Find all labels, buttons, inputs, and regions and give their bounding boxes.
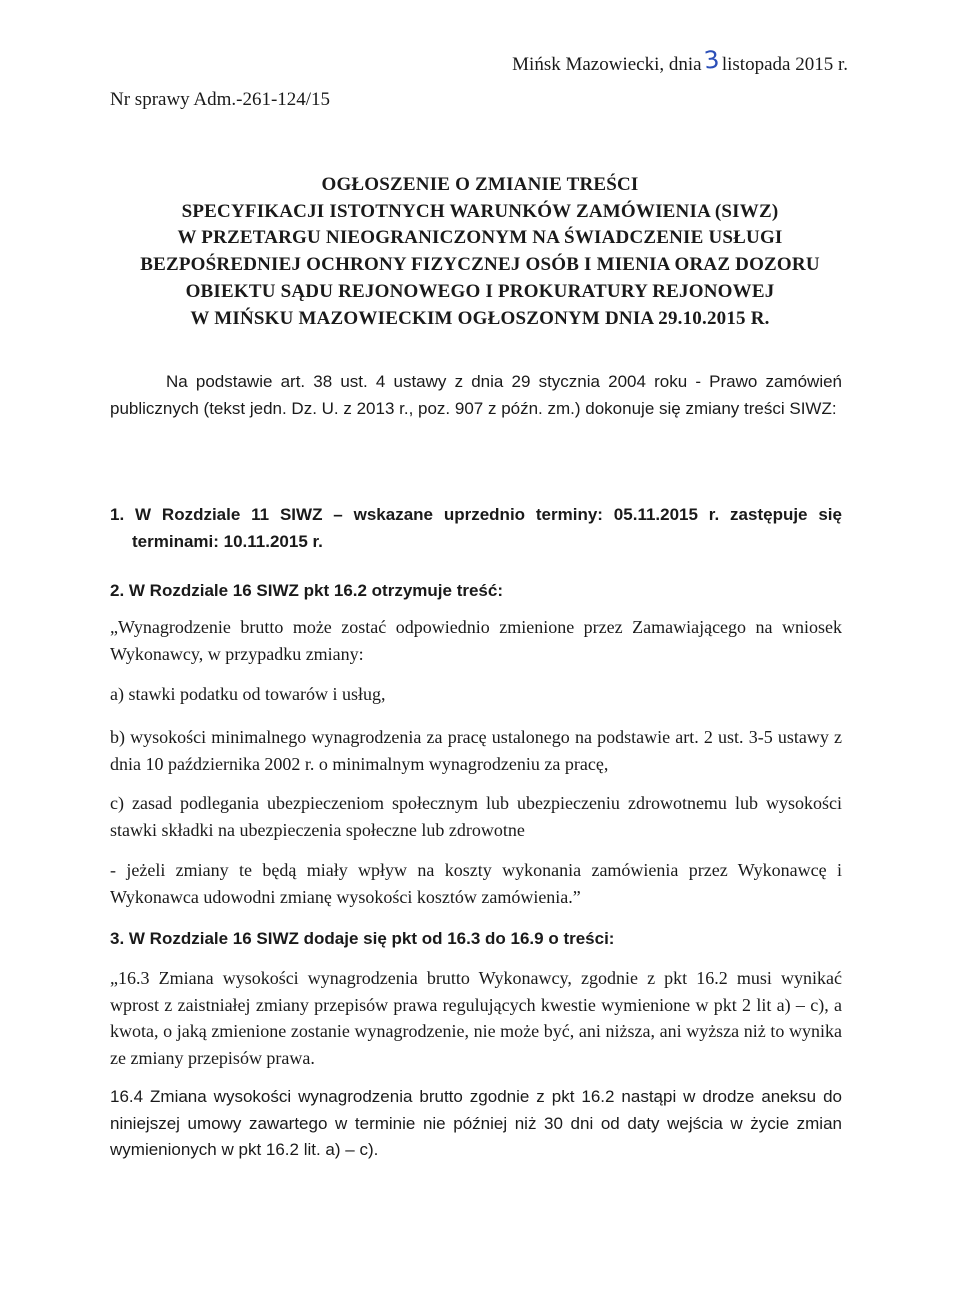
title-line: OBIEKTU SĄDU REJONOWEGO I PROKURATURY REJONOWEJ (185, 280, 775, 302)
section-2-item-a: a) stawki podatku od towarów i usług, (110, 684, 386, 704)
place-date-suffix: listopada 2015 r. (721, 54, 848, 75)
title-line: SPECYFIKACJI ISTOTNYCH WARUNKÓW ZAMÓWIENIA (SIWZ) (181, 200, 779, 222)
point-3-heading: 3. W Rozdziale 16 SIWZ dodaje się pkt od 16.3 do 16.9 o treści: (110, 929, 615, 948)
title-line: OGŁOSZENIE O ZMIANIE TREŚCI (321, 174, 639, 195)
section-3-point-16-4: 16.4 Zmiana wysokości wynagrodzenia brutto zgodnie z pkt 16.2 nastąpi w drodze aneksu do niniejszej umowy zawartego w terminie nie później niż 30 dni od daty wejścia w życie zmian wymienionych w pkt 16.2 lit. a) – c). (110, 1087, 842, 1159)
section-2-item-b: b) wysokości minimalnego wynagrodzenia za pracę ustalonego na podstawie art. 2 ust. 3-5 ustawy z dnia 10 października 2002 r. o minimalnym wynagrodzeniu za pracę, (110, 727, 842, 774)
section-3-point-16-3: „16.3 Zmiana wysokości wynagrodzenia brutto Wykonawcy, zgodnie z pkt 16.2 musi wynikać wprost z zaistniałej zmiany przepisów prawa regulujących kwestie wymienione w pkt 2 lit a) – c), a kwota, o jaką zmienione zostanie wynagrodzenie, nie może być, ani niższa, ani wyższa niż to wynika ze zmiany przepisów prawa. (110, 968, 842, 1068)
intro-paragraph: Na podstawie art. 38 ust. 4 ustawy z dnia 29 stycznia 2004 roku - Prawo zamówień publicznych (tekst jedn. Dz. U. z 2013 r., poz. 907 z późn. zm.) dokonuje się zmiany treści SIWZ: (110, 372, 842, 418)
point-2-heading: 2. W Rozdziale 16 SIWZ pkt 16.2 otrzymuje treść: (110, 581, 503, 600)
title-line: W MIŃSKU MAZOWIECKIM OGŁOSZONYM DNIA 29.10.2015 R. (190, 307, 770, 329)
section-2-quote: „Wynagrodzenie brutto może zostać odpowiednio zmienione przez Zamawiającego na wniosek Wykonawcy, w przypadku zmiany: (110, 617, 842, 664)
title-line: BEZPOŚREDNIEJ OCHRONY FIZYCZNEJ OSÓB I MIENIA ORAZ DOZORU (140, 254, 820, 276)
point-1-heading: 1. W Rozdziale 11 SIWZ – wskazane uprzednio terminy: 05.11.2015 r. zastępuje się terminami: 10.11.2015 r. (110, 505, 842, 551)
place-and-date (512, 45, 848, 76)
section-2-item-c: c) zasad podlegania ubezpieczeniom społecznym lub ubezpieczeniu zdrowotnemu lub wysokości stawki składki na ubezpieczenia społeczne lub zdrowotne (110, 793, 842, 840)
handwritten-day: 3 (702, 45, 721, 75)
place-date-prefix: Mińsk Mazowiecki, dnia (512, 54, 702, 75)
document-title (110, 172, 850, 332)
case-number: Nr sprawy Adm.-261-124/15 (110, 89, 331, 110)
title-line: W PRZETARGU NIEOGRANICZONYM NA ŚWIADCZENIE USŁUGI (177, 227, 783, 249)
section-2-condition: - jeżeli zmiany te będą miały wpływ na koszty wykonania zamówienia przez Wykonawcę i Wykonawca udowodni zmianę wysokości kosztów zamówienia.” (110, 860, 842, 907)
